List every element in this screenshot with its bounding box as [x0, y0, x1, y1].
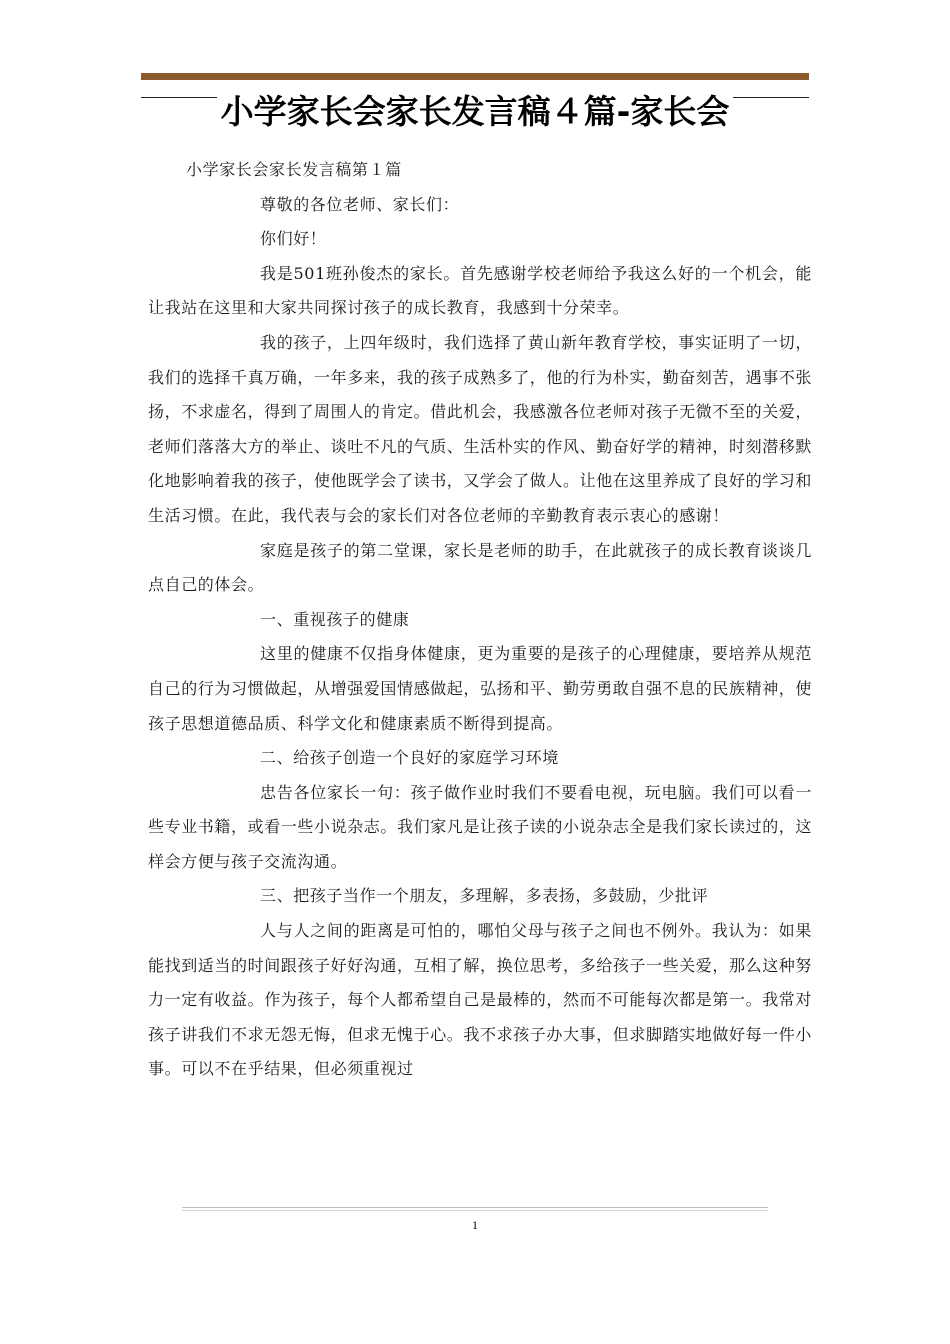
heading-point-1: 一、重视孩子的健康	[260, 609, 410, 629]
heading-point-3: 三、把孩子当作一个朋友，多理解，多表扬，多鼓励，少批评	[260, 886, 709, 906]
paragraph-intro: 我是501班孙俊杰的家长。首先感谢学校老师给予我这么好的一个机会，能让我站在这里和大家共同探讨孩子的成长教育，我感到十分荣幸。	[148, 263, 812, 318]
paragraph-point-1: 这里的健康不仅指身体健康，更为重要的是孩子的心理健康，要培养从规范自己的行为习惯做起，从增强爱国情感做起，弘扬和平、勤劳勇敢自强不息的民族精神，使孩子思想道德品质、科学文化和健康素质不断得到提高。	[148, 644, 813, 733]
heading-point-2: 二、给孩子创造一个良好的家庭学习环境	[260, 748, 559, 768]
paragraph-point-2: 忠告各位家长一句：孩子做作业时我们不要看电视，玩电脑。我们可以看一些专业书籍，或看一些小说杂志。我们家凡是让孩子读的小说杂志全是我们家长读过的，这样会方便与孩子交流沟通。	[148, 782, 813, 871]
page-number: 1	[472, 1218, 478, 1232]
document-title-text: 小学家长会家长发言稿４篇-家长会	[217, 92, 734, 131]
section-subtitle: 小学家长会家长发言稿第１篇	[186, 160, 402, 179]
paragraph-salutation: 尊敬的各位老师、家长们：	[260, 194, 460, 214]
paragraph-point-3: 人与人之间的距离是可怕的，哪怕父母与孩子之间也不例外。我认为：如果能找到适当的时间跟孩子好好沟通，互相了解，换位思考，多给孩子一些关爱，那么这种努力一定有收益。作为孩子，每个人都希望自己是最棒的，然而不可能每次都是第一。我常对孩子讲我们不求无怨无悔，但求无愧于心。我不求孩子办大事，但求脚踏实地做好每一件小事。可以不在乎结果，但必须重视过	[148, 921, 813, 1079]
document-title	[141, 90, 809, 134]
paragraph-family: 家庭是孩子的第二堂课，家长是老师的助手，在此就孩子的成长教育谈谈几点自己的体会。	[148, 540, 812, 595]
footer-rule	[182, 1207, 768, 1208]
header-accent-bar	[141, 73, 809, 80]
footer-rule-secondary	[182, 1210, 768, 1211]
paragraph-greeting: 你们好！	[260, 229, 327, 249]
paragraph-child: 我的孩子，上四年级时，我们选择了黄山新年教育学校，事实证明了一切，我们的选择千真万确，一年多来，我的孩子成熟多了，他的行为朴实，勤奋刻苦，遇事不张扬，不求虚名，得到了周围人的肯定。借此机会，我感激各位老师对孩子无微不至的关爱，老师们落落大方的举止、谈吐不凡的气质、生活朴实的作风、勤奋好学的精神，时刻潜移默化地影响着我的孩子，使他既学会了读书，又学会了做人。让他在这里养成了良好的学习和生活习惯。在此，我代表与会的家长们对各位老师的辛勤教育表示衷心的感谢！	[148, 332, 813, 525]
document-body	[148, 153, 812, 1087]
